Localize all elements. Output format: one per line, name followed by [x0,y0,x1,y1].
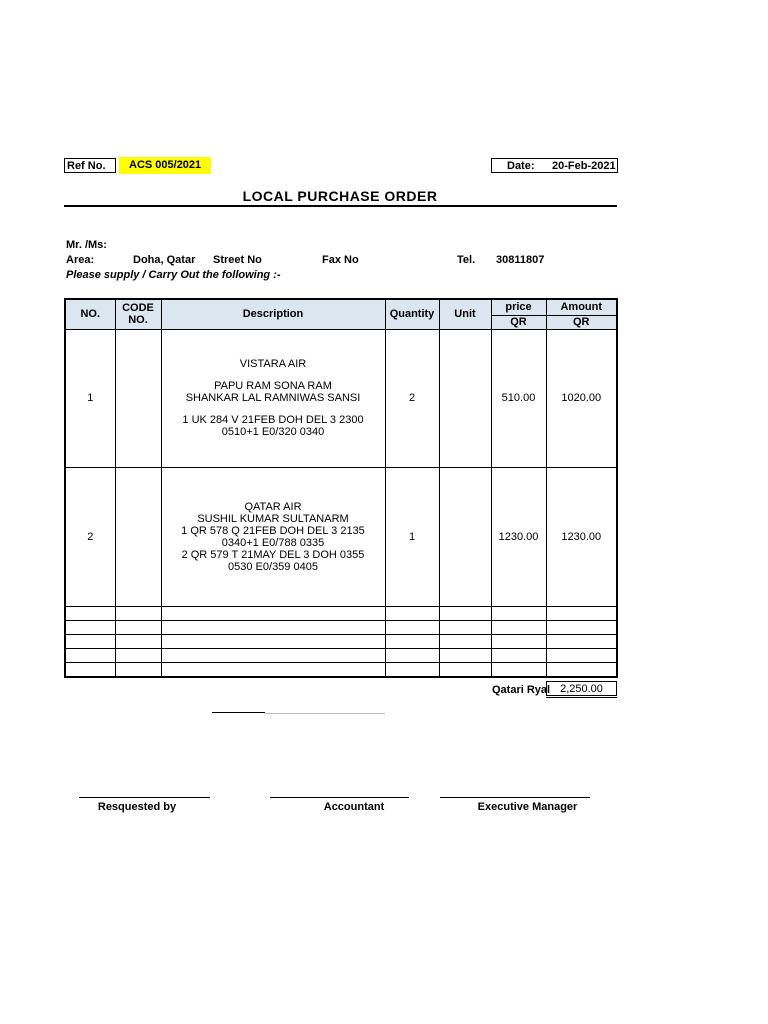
total-label: Qatari Ryal [492,684,551,696]
row-amount: 1230.00 [546,467,617,606]
row-amount: 1020.00 [546,329,617,467]
row-code [115,467,161,606]
row-unit [439,467,491,606]
description-line: QATAR AIR [244,500,302,513]
total-value: 2,250.00 [546,681,617,696]
description-line: 0510+1 E0/320 0340 [221,426,325,438]
row-code [115,329,161,467]
total-double-underline [546,697,617,698]
header-amount: Amount [546,299,617,315]
ref-no-value: ACS 005/2021 [119,157,211,174]
description-line [162,370,385,380]
header-price-currency: QR [491,315,546,329]
description-line: SHANKAR LAL RAMNIWAS SANSI [185,392,361,404]
row-unit [439,329,491,467]
separator-line-light [265,713,385,714]
street-no-label: Street No [213,254,262,266]
description-line: 1 QR 578 Q 21FEB DOH DEL 3 2135 [181,524,365,537]
mr-ms-label: Mr. /Ms: [66,239,107,251]
date-value: 20-Feb-2021 [552,160,616,172]
area-label: Area: [66,254,95,266]
empty-row [65,662,617,677]
header-quantity: Quantity [385,299,439,329]
purchase-order-table [64,298,618,678]
description-line: 0530 E0/359 0405 [228,560,318,573]
table-row [65,329,617,467]
header-no: NO. [65,299,115,329]
description-line: 0340+1 E0/788 0335 [221,536,325,549]
description-line [162,404,385,414]
description-line: VISTARA AIR [239,358,307,370]
empty-row [65,634,617,648]
fax-no-label: Fax No [322,254,359,266]
ref-no-label: Ref No. [64,158,116,173]
row-quantity: 1 [385,467,439,606]
description-line: 1 UK 284 V 21FEB DOH DEL 3 2300 [182,414,364,426]
empty-row [65,648,617,662]
supply-instruction: Please supply / Carry Out the following :- [66,269,281,281]
header-unit: Unit [439,299,491,329]
row-price: 510.00 [491,329,546,467]
date-label: Date: [507,160,535,172]
row-description [161,467,385,606]
accountant-label: Accountant [323,801,385,813]
empty-row [65,620,617,634]
header-code-no: CODE NO. [115,299,161,329]
empty-row [65,606,617,620]
row-description [161,329,385,467]
signature-line-accountant [270,797,409,798]
separator-line [212,712,265,713]
row-no: 2 [65,467,115,606]
tel-label: Tel. [457,254,476,266]
area-value: Doha, Qatar [133,254,196,266]
header-amount-currency: QR [546,315,617,329]
table-row [65,467,617,606]
signature-line-requested [79,797,210,798]
header-price: price [491,299,546,315]
header-description: Description [161,299,385,329]
table-header-row [65,299,617,315]
executive-manager-label: Executive Manager [477,801,578,813]
document-title: LOCAL PURCHASE ORDER [242,188,438,204]
requested-by-label: Resquested by [97,801,177,813]
description-line: SUSHIL KUMAR SULTANARM [197,512,349,525]
row-quantity: 2 [385,329,439,467]
date-box [491,158,618,173]
description-line: PAPU RAM SONA RAM [214,380,332,392]
title-divider [64,205,617,207]
description-line: 2 QR 579 T 21MAY DEL 3 DOH 0355 [181,548,365,561]
tel-value: 30811807 [496,254,545,266]
signature-line-executive [440,797,590,798]
row-no: 1 [65,329,115,467]
row-price: 1230.00 [491,467,546,606]
